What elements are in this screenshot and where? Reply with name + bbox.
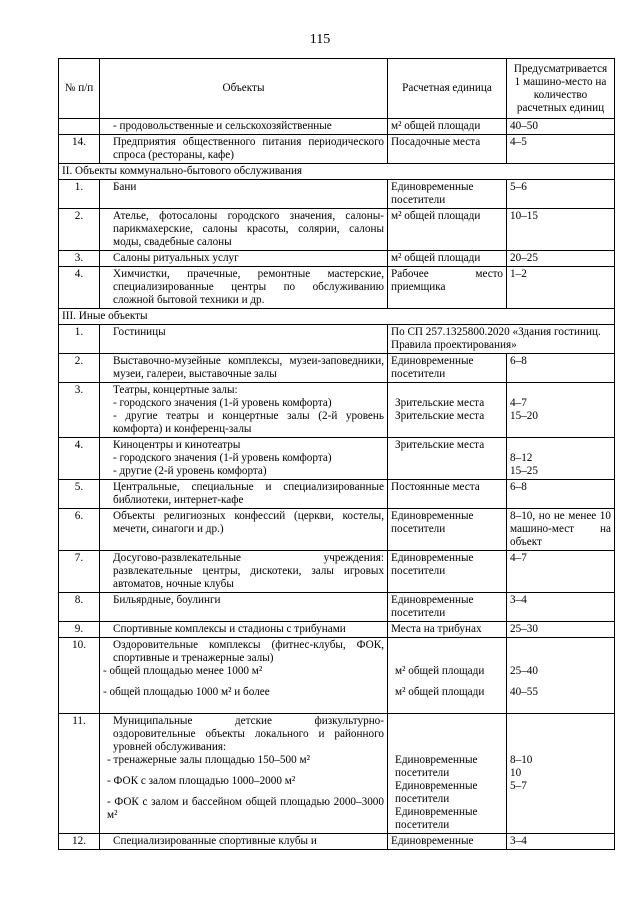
row-num: 8.	[59, 593, 100, 622]
row-object: Центральные, специальные и специализированные библиотеки, интернет-кафе	[113, 481, 384, 506]
table-row	[59, 509, 615, 551]
row-num: 2.	[59, 354, 100, 383]
row-unit: Рабочее место приемщика	[388, 267, 507, 309]
table-row	[59, 354, 615, 383]
page-number: 115	[309, 32, 331, 47]
table-row	[59, 251, 615, 267]
row-unit: Зрительские места	[395, 397, 485, 409]
row-norm: 20–25	[507, 251, 615, 267]
row-num: 9.	[59, 622, 100, 638]
table-row	[59, 180, 615, 209]
row-object: Салоны ритуальных услуг	[113, 252, 239, 264]
parking-norms-table	[58, 58, 615, 850]
section-row	[59, 309, 615, 325]
row-unit: Места на трибунах	[388, 622, 507, 638]
row-unit: Единовременные	[388, 834, 507, 850]
row-num: 14.	[59, 135, 100, 164]
row-unit: Единовременные посетители	[395, 780, 478, 805]
table-row	[59, 834, 615, 850]
section-row	[59, 164, 615, 180]
row-norm: 25–30	[507, 622, 615, 638]
row-object: Специализированные спортивные клубы и	[113, 835, 317, 847]
table-row	[59, 209, 615, 251]
row-num: 10.	[59, 638, 100, 714]
row-norm: 5–7	[510, 780, 527, 792]
row-norm: 4–5	[507, 135, 615, 164]
row-unit: Зрительские места	[395, 439, 485, 451]
table-row	[59, 593, 615, 622]
row-num: 5.	[59, 480, 100, 509]
row-norm: 8–10	[510, 754, 533, 766]
row-norm: 6–8	[507, 354, 615, 383]
row-norm: 5–6	[507, 180, 615, 209]
row-num: 11.	[59, 714, 100, 834]
row-norm: 15–25	[510, 465, 538, 477]
row-subitem: - городского значения (1-й уровень комфорта)	[113, 397, 332, 409]
table-header-row	[59, 59, 615, 119]
row-object: Спортивные комплексы и стадионы с трибунами	[113, 623, 346, 635]
table-row	[59, 267, 615, 309]
row-object: Бильярдные, боулинги	[113, 594, 221, 606]
row-object: Театры, концертные залы:	[113, 384, 238, 396]
row-unit: По СП 257.1325800.2020 «Здания гостиниц. Правила проектирования»	[388, 325, 615, 354]
row-subitem: - другие театры и концертные залы (2-й уровень комфорта) и конференц-залы	[113, 410, 384, 435]
row-norm: 3–4	[507, 834, 615, 850]
row-norm: 6–8	[507, 480, 615, 509]
row-unit: Единовременные посетители	[388, 551, 507, 593]
row-subitem: - общей площадью 1000 м² и более	[103, 686, 270, 698]
table-row	[59, 551, 615, 593]
row-unit: Единовременные посетители	[395, 754, 478, 779]
row-subitem: - другие (2-й уровень комфорта)	[113, 465, 267, 477]
row-unit: Единовременные посетители	[388, 593, 507, 622]
header-objects: Объекты	[100, 59, 388, 119]
row-subitem: - тренажерные залы площадью 150–500 м²	[107, 754, 310, 766]
row-num: 6.	[59, 509, 100, 551]
row-unit: Постоянные места	[388, 480, 507, 509]
row-object: Выставочно-музейные комплексы, музеи-заповедники, музеи, галереи, выставочные залы	[113, 355, 384, 380]
header-norm: Предусматривается 1 машино-место на количество расчетных единиц	[507, 59, 615, 119]
table-row	[59, 480, 615, 509]
row-subitem: - ФОК с залом и бассейном общей площадью 2000–3000 м²	[107, 796, 384, 821]
row-norm: 10–15	[507, 209, 615, 251]
header-num: № п/п	[59, 59, 100, 119]
row-object: Химчистки, прачечные, ремонтные мастерские, специализированные центры по обслуживанию сложной бытовой техники и др.	[113, 268, 384, 306]
table-row	[59, 119, 615, 135]
row-num: 3.	[59, 251, 100, 267]
row-object: Киноцентры и кинотеатры	[113, 439, 241, 451]
row-num: 12.	[59, 834, 100, 850]
row-norm: 4–7	[510, 397, 527, 409]
table-row	[59, 622, 615, 638]
row-num: 4.	[59, 438, 100, 480]
row-subitem: - городского значения (1-й уровень комфорта)	[113, 452, 332, 464]
row-unit: м² общей площади	[395, 665, 485, 677]
row-unit: Зрительские места	[395, 410, 485, 422]
row-num: 1.	[59, 180, 100, 209]
row-object: Ателье, фотосалоны городского значения, салоны-парикмахерские, салоны красоты, солярии, салоны моды, свадебные салоны	[113, 210, 384, 248]
row-norm: 40–55	[510, 686, 538, 698]
table-row	[59, 383, 615, 438]
row-object: Оздоровительные комплексы (фитнес-клубы, ФОК, спортивные и тренажерные залы)	[113, 639, 384, 664]
row-subitem: - общей площадью менее 1000 м²	[103, 665, 263, 677]
row-unit: Единовременные посетители	[388, 509, 507, 551]
row-unit: м² общей площади	[388, 251, 507, 267]
row-unit: Единовременные посетители	[388, 180, 507, 209]
table-row	[59, 638, 615, 714]
row-norm: 8–12	[510, 452, 533, 464]
table-row	[59, 135, 615, 164]
row-norm: 3–4	[507, 593, 615, 622]
row-norm: 4–7	[507, 551, 615, 593]
row-object: Предприятия общественного питания периодического спроса (рестораны, кафе)	[113, 136, 384, 161]
row-norm: 15–20	[510, 410, 538, 422]
row-object: Досугово-развлекательные учреждения: развлекательные центры, дискотеки, залы игровых автоматов, ночные клубы	[113, 552, 384, 590]
row-norm: 10	[510, 767, 522, 779]
section-title: III. Иные объекты	[59, 309, 615, 325]
row-norm: 40–50	[507, 119, 615, 135]
row-num: 7.	[59, 551, 100, 593]
row-subitem: - ФОК с залом площадью 1000–2000 м²	[107, 775, 296, 787]
row-num: 3.	[59, 383, 100, 438]
row-norm: 25–40	[510, 665, 538, 677]
table-row	[59, 714, 615, 834]
row-norm: 8–10, но не менее 10 машино-мест на объект	[507, 509, 615, 551]
row-object: Бани	[113, 181, 137, 193]
row-unit: м² общей площади	[388, 209, 507, 251]
table-row	[59, 325, 615, 354]
header-unit: Расчетная единица	[388, 59, 507, 119]
row-num: 1.	[59, 325, 100, 354]
row-num: 4.	[59, 267, 100, 309]
section-title: II. Объекты коммунально-бытового обслуживания	[59, 164, 615, 180]
row-unit: м² общей площади	[388, 119, 507, 135]
table-row	[59, 438, 615, 480]
row-object: Объекты религиозных конфессий (церкви, костелы, мечети, синагоги и др.)	[113, 510, 384, 535]
row-unit: Единовременные посетители	[388, 354, 507, 383]
row-object: Муниципальные детские физкультурно-оздоровительные объекты локального и районного уровней обслуживания:	[113, 715, 384, 753]
row-object: - продовольственные и сельскохозяйственные	[113, 120, 332, 132]
row-norm: 1–2	[507, 267, 615, 309]
row-unit: Единовременные посетители	[395, 806, 478, 831]
row-object: Гостиницы	[113, 326, 166, 338]
row-unit: Посадочные места	[388, 135, 507, 164]
row-unit: м² общей площади	[395, 686, 485, 698]
row-num: 2.	[59, 209, 100, 251]
